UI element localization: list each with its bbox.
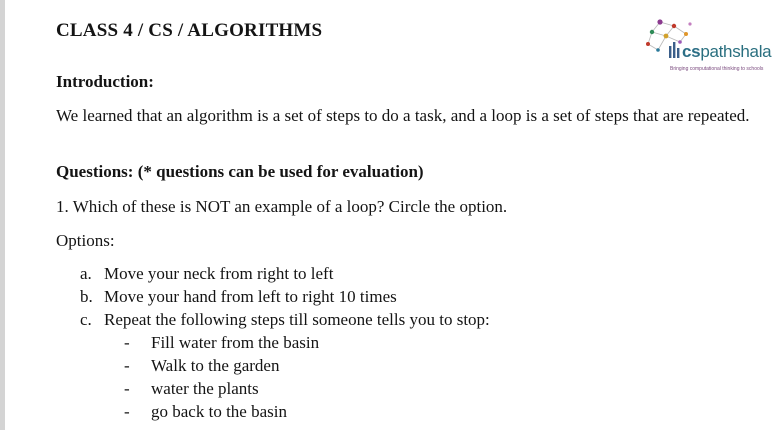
dash-bullet: - xyxy=(124,356,130,375)
step-text: Fill water from the basin xyxy=(151,333,320,352)
intro-heading: Introduction: xyxy=(56,72,154,91)
option-label: a. xyxy=(80,264,92,283)
option-label: b. xyxy=(80,287,93,306)
option-text: Move your neck from right to left xyxy=(104,264,334,283)
list-item xyxy=(124,354,319,377)
option-b xyxy=(80,285,490,308)
cs-pathshala-logo xyxy=(640,16,776,78)
dash-bullet: - xyxy=(124,379,130,398)
dash-bullet: - xyxy=(124,333,130,352)
page-title: CLASS 4 / CS / ALGORITHMS xyxy=(56,20,323,41)
step-text: Walk to the garden xyxy=(151,356,280,375)
logo-tagline: Bringing computational thinking to schools xyxy=(670,66,764,72)
option-a xyxy=(80,262,490,285)
option-text: Move your hand from left to right 10 times xyxy=(104,287,397,306)
intro-text: We learned that an algorithm is a set of steps to do a task, and a loop is a set of steps that are repeated. xyxy=(56,106,750,125)
logo-wordmark: cspathshala xyxy=(682,42,772,61)
steps-list xyxy=(124,331,319,423)
question-1: 1. Which of these is NOT an example of a loop? Circle the option. xyxy=(56,197,508,216)
step-text: go back to the basin xyxy=(151,402,287,421)
questions-heading: Questions: (* questions can be used for evaluation) xyxy=(56,162,424,181)
option-c xyxy=(80,308,490,331)
list-item xyxy=(124,400,319,423)
dash-bullet: - xyxy=(124,402,130,421)
page-edge xyxy=(0,0,5,430)
option-text: Repeat the following steps till someone tells you to stop: xyxy=(104,310,490,329)
option-label: c. xyxy=(80,310,92,329)
list-item xyxy=(124,331,319,354)
options-list xyxy=(80,262,490,331)
list-item xyxy=(124,377,319,400)
step-text: water the plants xyxy=(151,379,259,398)
options-label: Options: xyxy=(56,231,115,250)
